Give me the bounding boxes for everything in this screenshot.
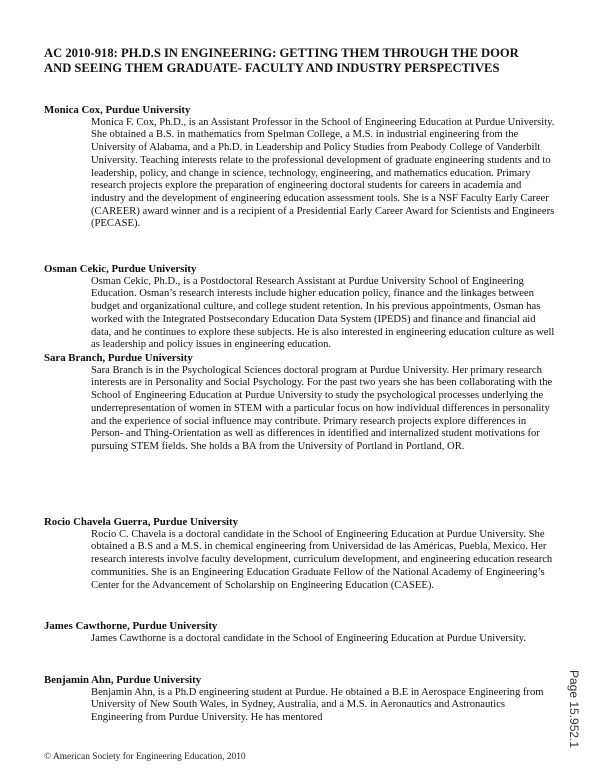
copyright-footer: © American Society for Engineering Education, 2010: [44, 752, 246, 762]
bio-text: Osman Cekic, Ph.D., is a Postdoctoral Research Assistant at Purdue University School of Engineering Education. Osman’s research interests include higher education policy, finance and the linkages between budget and organizational culture, and college student retention. In his previous appointments, Osman has worked with the Integrated Postsecondary Education Data System (IPEDS) and finance and financial aid data, and he continues to explore these subjects. He is also interested in engineering education culture as well as leadership and policy issues in engineering education.: [91, 275, 555, 351]
bio-name: Rocio Chavela Guerra, Purdue University: [44, 516, 239, 528]
page-number: Page 15.952.1: [567, 670, 581, 749]
bio-james-cawthorne: [44, 620, 564, 645]
bio-name: James Cawthorne, Purdue University: [44, 620, 218, 632]
bio-rocio-chavela-guerra: [44, 516, 564, 592]
bio-name: Osman Cekic, Purdue University: [44, 263, 197, 275]
bio-name: Benjamin Ahn, Purdue University: [44, 674, 202, 686]
bio-text: James Cawthorne is a doctoral candidate in the School of Engineering Education at Purdue University.: [91, 632, 527, 644]
bio-name: Monica Cox, Purdue University: [44, 104, 191, 116]
bio-text: Monica F. Cox, Ph.D., is an Assistant Professor in the School of Engineering Education at Purdue University. She obtained a B.S. in mathematics from Spelman College, a M.S. in industrial engineering from the University of Alabama, and a Ph.D. in Leadership and Policy Studies from Peabody College of Vanderbilt University. Teaching interests relate to the professional development of graduate engineering students and to leadership, policy, and change in science, technology, engineering, and mathematics education. Primary research projects explore the preparation of engineering doctoral students for careers in academia and industry and the development of engineering education assessment tools. She is a NSF Faculty Early Career (CAREER) award winner and is a recipient of a Presidential Early Career Award for Scientists and Engineers (PECASE).: [91, 116, 555, 230]
bio-text: Benjamin Ahn, is a Ph.D engineering student at Purdue. He obtained a B.E in Aerospace Engineering from University of New South Wales, in Sydney, Australia, and a M.S. in Aeronautics and Astronautics Engineering from Purdue University. He has mentored: [91, 686, 544, 724]
bio-osman-cekic: [44, 263, 564, 352]
bio-text: Sara Branch is in the Psychological Sciences doctoral program at Purdue University. Her primary research interests are in Personality and Social Psychology. For the past two years she has been collaborating with the School of Engineering Education at Purdue University to study the psychological processes underlying the underrepresentation of women in STEM with a particular focus on how individual differences in personality and the experience of social influence may contribute. Primary research projects explore differences in Person- and Thing-Orientation as well as differences in identified and internalized student motivations for pursuing STEM fields. She holds a BA from the University of Portland in Portland, OR.: [91, 364, 553, 452]
bio-benjamin-ahn: [44, 674, 564, 725]
bio-sara-branch: [44, 352, 564, 454]
bio-name: Sara Branch, Purdue University: [44, 352, 193, 364]
bio-monica-cox: [44, 104, 564, 231]
paper-title: AC 2010-918: PH.D.S IN ENGINEERING: GETTING THEM THROUGH THE DOOR AND SEEING THEM GRADUATE- FACULTY AND INDUSTRY PERSPECTIVES: [44, 46, 519, 75]
bio-text: Rocio C. Chavela is a doctoral candidate in the School of Engineering Education at Purdue University. She obtained a B.S and a M.S. in chemical engineering from Universidad de las Américas, Puebla, Mexico. Her research interests involve faculty development, curriculum development, and engineering education research communities. She is an Engineering Education Graduate Fellow of the National Academy of Engineering’s Center for the Advancement of Scholarship on Engineering Education (CASEE).: [91, 528, 553, 591]
